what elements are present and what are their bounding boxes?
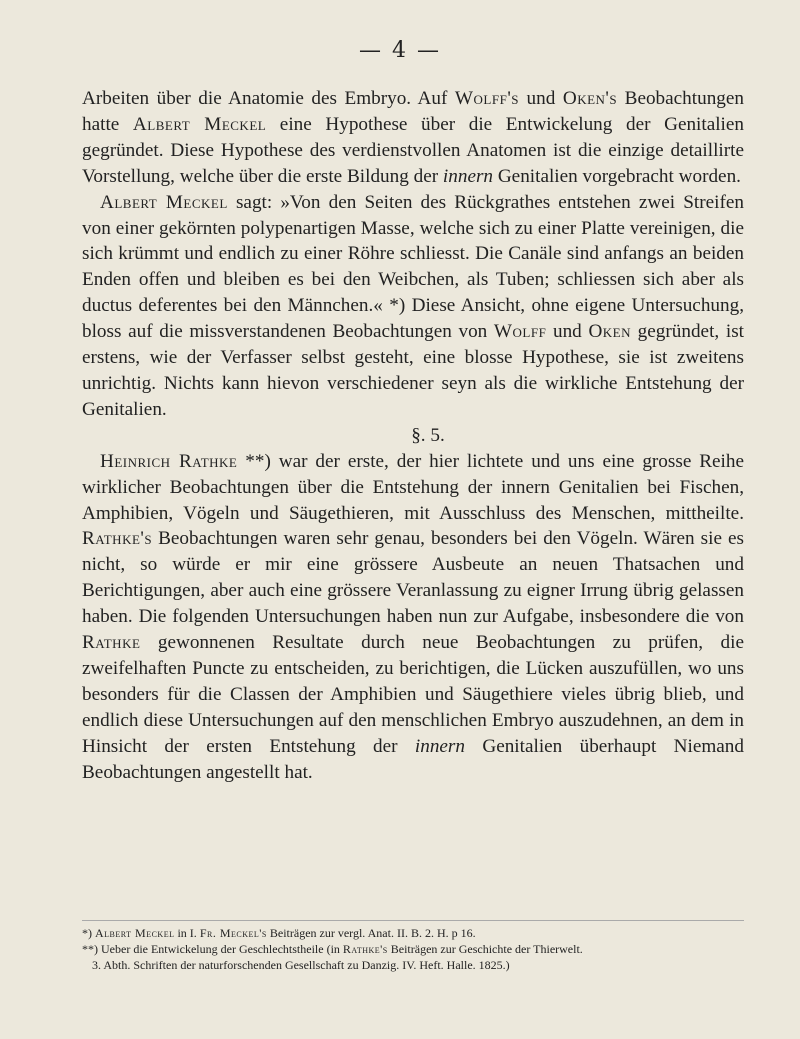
author-name: Heinrich Rathke	[100, 450, 238, 472]
text-run: eine Hypothese über die Entwickelung der Genitalien gegründet. Diese Hypothese des verdienstvollen Anatomen ist die einzige detaillirte Vorstellung, welche über die erste Bildung der	[82, 113, 744, 187]
text-run: Genitalien vorgebracht worden.	[493, 165, 741, 187]
author-name: Fr. Meckel's	[199, 926, 267, 940]
main-text	[82, 86, 744, 785]
author-name: Rathke's	[342, 942, 388, 956]
author-name: Rathke	[82, 632, 141, 654]
text-run: Arbeiten über die Anatomie des Embryo. Auf	[82, 88, 455, 109]
section-heading: §. 5.	[411, 424, 445, 446]
footnote-mark: *)	[82, 926, 92, 940]
text-run: in I.	[174, 926, 200, 940]
footnote-1	[82, 925, 744, 941]
text-run: gegründet, ist erstens, wie der Verfasser selbst gesteht, eine blosse Hypothese, sie ist zweitens unrichtig. Nichts kann hievon verschiedener seyn als die wirkliche Entstehung der Genitalien.	[82, 321, 744, 420]
text-run: gewonnenen Resultate durch neue Beobachtungen zu prüfen, die zweifelhaften Puncte zu entscheiden, zu berichtigen, die Lücken auszufüllen, wo uns besonders für die Classen der Amphibien und Säugethiere vieles übrig blieb, und endlich diese Untersuchungen auf den menschlichen Embryo auszudehnen, an dem in Hinsicht der ersten Entstehung der	[82, 632, 744, 757]
text-run: und	[519, 88, 563, 109]
footnote-mark: **)	[82, 942, 98, 956]
text-run: sagt: »Von den Seiten des Rückgrathes entstehen zwei Streifen von einer gekörnten polypenartigen Masse, welche sich zu einer Platte vereinigen, die sich krümmt und endlich zu einer Röhre schliesst. Die Canäle sind anfangs an beiden Enden offen und bleiben es bei den Weibchen, als Tuben; schliessen sich aber als ductus deferentes bei den Männchen.« *) Diese Ansicht, ohne eigene Untersuchung, bloss auf die missverstandenen Beobachtungen von	[82, 191, 744, 343]
text-run: Beobachtungen hatte	[82, 88, 745, 135]
text-run: und	[546, 321, 589, 343]
author-name: Albert Meckel	[132, 113, 267, 135]
emphasis: innern	[442, 165, 494, 187]
text-run: Beiträgen zur vergl. Anat. II. B. 2. H. p 16.	[266, 926, 476, 940]
author-name: Oken's	[562, 88, 618, 109]
author-name: Wolff	[493, 321, 547, 343]
text-run: **) war der erste, der hier lichtete und uns eine grosse Reihe wirklicher Beobachtungen über die Entstehung der innern Genitalien bei Fischen, Amphibien, Vögeln und Säugethieren, mit Ausschluss des Menschen, mittheilte.	[82, 450, 744, 524]
text-run: Beobachtungen waren sehr genau, besonders bei den Vögeln. Wären sie es nicht, so würde er mir eine grössere Ausbeute an neuen Thatsachen und Berichtigungen, aber auch eine grössere Veranlassung zu eigner Irrung übrig gelassen haben. Die folgenden Untersuchungen haben nun zur Aufgabe, insbesondere die von	[82, 528, 744, 628]
author-name: Wolff's	[454, 88, 520, 109]
text-run: Beiträgen zur Geschichte der Thierwelt.	[387, 942, 583, 956]
paragraph-3	[82, 449, 744, 786]
emphasis: innern	[414, 735, 465, 757]
author-name: Oken	[588, 321, 632, 343]
author-name: Rathke's	[82, 528, 153, 550]
paragraph-1	[82, 86, 744, 190]
page-number: — 4 —	[359, 38, 441, 63]
paragraph-2	[82, 190, 744, 423]
text-run: Genitalien überhaupt Niemand Beobachtungen angestellt hat.	[82, 735, 744, 783]
footnote-2	[82, 941, 744, 957]
text-run: Ueber die Entwickelung der Geschlechtstheile (in	[101, 942, 343, 956]
author-name: Albert Meckel	[100, 191, 228, 213]
footnote-2-continuation: 3. Abth. Schriften der naturforschenden Gesellschaft zu Danzig. IV. Heft. Halle. 1825.)	[92, 958, 510, 972]
author-name: Albert Meckel	[95, 926, 175, 940]
footnotes	[82, 920, 744, 973]
